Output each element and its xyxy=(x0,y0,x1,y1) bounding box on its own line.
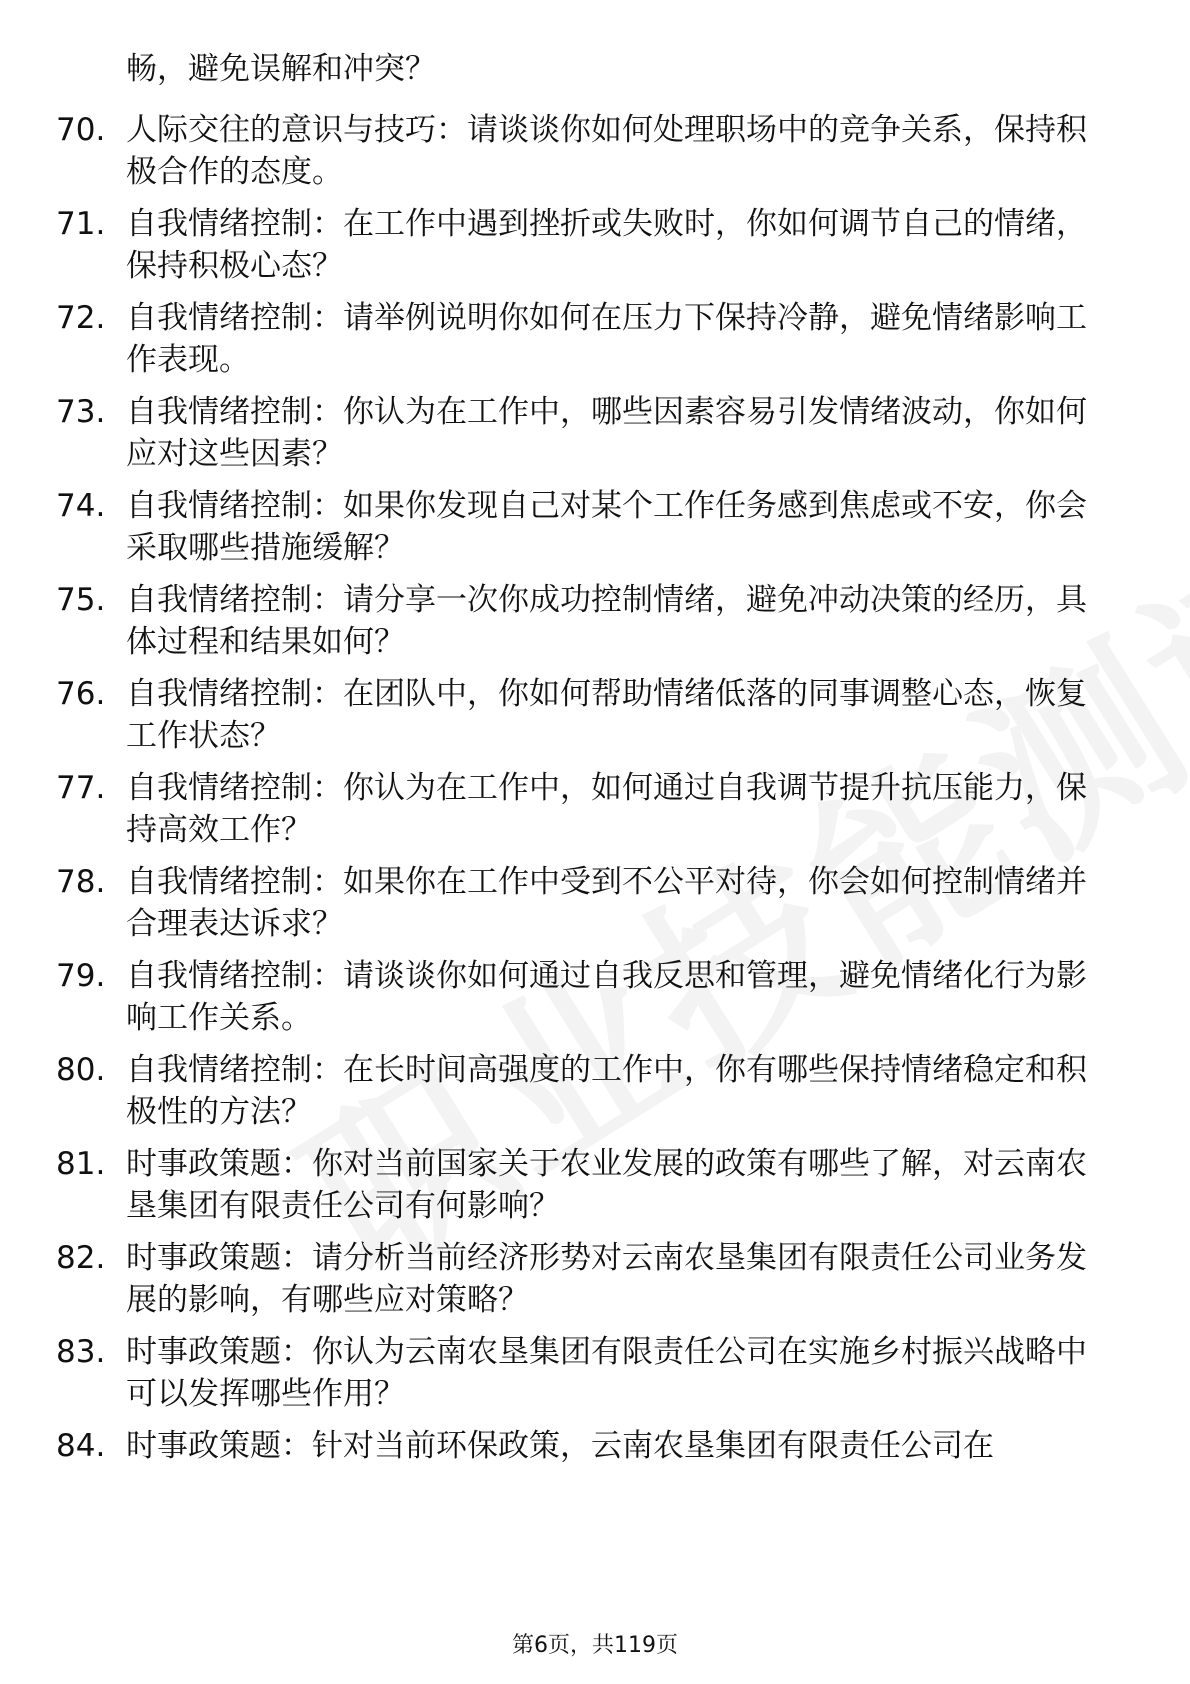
question-number: 78. xyxy=(56,864,106,900)
question-number: 72. xyxy=(56,300,106,336)
continuation-line: 畅，避免误解和冲突？ xyxy=(126,51,436,87)
page-footer: 第6页，共119页 xyxy=(512,1633,678,1658)
question-text: 自我情绪控制：请谈谈你如何通过自我反思和管理，避免情绪化行为影响工作关系。 xyxy=(126,958,1087,1036)
question-number: 84. xyxy=(56,1428,106,1464)
question-number: 74. xyxy=(56,488,106,524)
question-text: 自我情绪控制：你认为在工作中，哪些因素容易引发情绪波动，你如何应对这些因素？ xyxy=(126,394,1087,472)
question-number: 75. xyxy=(56,582,106,618)
question-number: 76. xyxy=(56,676,106,712)
question-text: 时事政策题：你对当前国家关于农业发展的政策有哪些了解，对云南农垦集团有限责任公司有何影响？ xyxy=(126,1146,1087,1224)
question-number: 82. xyxy=(56,1240,106,1276)
question-text: 自我情绪控制：如果你发现自己对某个工作任务感到焦虑或不安，你会采取哪些措施缓解？ xyxy=(126,488,1087,566)
question-text: 自我情绪控制：你认为在工作中，如何通过自我调节提升抗压能力，保持高效工作？ xyxy=(126,770,1087,848)
question-text: 自我情绪控制：请举例说明你如何在压力下保持冷静，避免情绪影响工作表现。 xyxy=(126,300,1087,378)
question-text: 自我情绪控制：在长时间高强度的工作中，你有哪些保持情绪稳定和积极性的方法？ xyxy=(126,1052,1087,1130)
question-number: 81. xyxy=(56,1146,106,1182)
question-text: 自我情绪控制：如果你在工作中受到不公平对待，你会如何控制情绪并合理表达诉求？ xyxy=(126,864,1087,942)
question-text: 时事政策题：针对当前环保政策，云南农垦集团有限责任公司在 xyxy=(126,1428,994,1464)
question-text: 自我情绪控制：在工作中遇到挫折或失败时，你如何调节自己的情绪，保持积极心态？ xyxy=(126,206,1087,284)
question-number: 73. xyxy=(56,394,106,430)
question-number: 70. xyxy=(56,112,106,148)
question-number: 79. xyxy=(56,958,106,994)
question-number: 83. xyxy=(56,1334,106,1370)
question-text: 时事政策题：请分析当前经济形势对云南农垦集团有限责任公司业务发展的影响，有哪些应对策略？ xyxy=(126,1240,1087,1318)
question-text: 自我情绪控制：请分享一次你成功控制情绪，避免冲动决策的经历，具体过程和结果如何？ xyxy=(126,582,1087,660)
question-text: 人际交往的意识与技巧：请谈谈你如何处理职场中的竞争关系，保持积极合作的态度。 xyxy=(126,112,1087,190)
question-text: 自我情绪控制：在团队中，你如何帮助情绪低落的同事调整心态，恢复工作状态？ xyxy=(126,676,1087,754)
question-number: 80. xyxy=(56,1052,106,1088)
question-number: 71. xyxy=(56,206,106,242)
question-number: 77. xyxy=(56,770,106,806)
question-text: 时事政策题：你认为云南农垦集团有限责任公司在实施乡村振兴战略中可以发挥哪些作用？ xyxy=(126,1334,1087,1412)
